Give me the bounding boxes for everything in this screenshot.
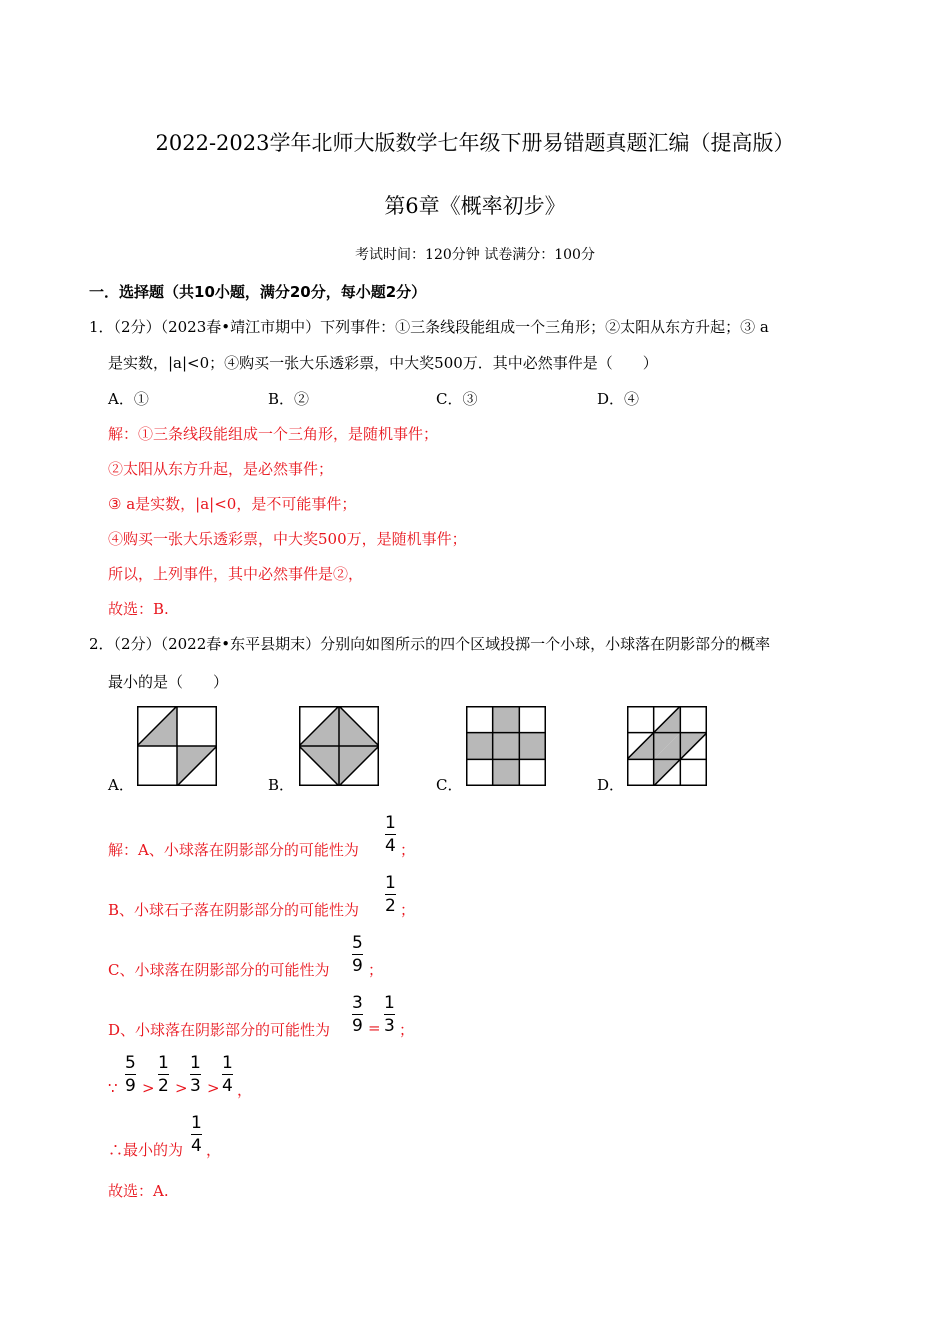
comma: ，	[206, 1141, 222, 1159]
semicolon: ；	[400, 841, 416, 859]
q2-solution-a: 解：A、小球落在阴影部分的可能性为	[108, 841, 359, 859]
fraction: 1 2	[158, 1053, 169, 1096]
q2-option-d: D．	[597, 776, 625, 794]
q2-option-a: A．	[108, 776, 134, 794]
q2-solution-c: C、小球落在阴影部分的可能性为	[108, 961, 330, 979]
q2-solution-b: B、小球石子落在阴影部分的可能性为	[108, 901, 360, 919]
fraction: 1 4	[385, 813, 396, 856]
q2-stem-line1: 2．（2分）（2022春•东平县期末）分别向如图所示的四个区域投掷一个小球，小球落在阴影部分的概率	[89, 635, 771, 653]
fraction: 5 9	[125, 1053, 136, 1096]
q1-solution-line: ④购买一张大乐透彩票，中大奖500万，是随机事件；	[108, 530, 467, 548]
q2-solution-d: D、小球落在阴影部分的可能性为	[108, 1021, 331, 1039]
semicolon: ；	[368, 961, 384, 979]
chapter-title: 第6章《概率初步》	[384, 194, 566, 218]
q1-solution-line: ②太阳从东方升起，是必然事件；	[108, 460, 334, 478]
q1-solution-line: ③ a是实数，|a|<0，是不可能事件；	[108, 495, 357, 513]
fraction: 3 9	[352, 993, 363, 1036]
q1-answer: 故选：B.	[108, 600, 169, 618]
figure-b	[299, 706, 379, 786]
equals-sign: =	[368, 1019, 381, 1037]
q1-option-b: B．②	[268, 390, 310, 408]
fraction: 1 4	[191, 1113, 202, 1156]
q2-stem-line2: 最小的是（ ）	[108, 673, 229, 691]
fraction: 5 9	[352, 933, 363, 976]
figure-d	[627, 706, 707, 786]
greater-than: >	[175, 1079, 188, 1097]
because-symbol: ∵	[108, 1079, 118, 1097]
semicolon: ；	[399, 1021, 415, 1039]
figure-a	[137, 706, 217, 786]
greater-than: >	[142, 1079, 155, 1097]
q1-option-d: D．④	[597, 390, 640, 408]
fraction: 1 3	[190, 1053, 201, 1096]
q1-stem-line2: 是实数，|a|<0；④购买一张大乐透彩票，中大奖500万．其中必然事件是（ ）	[108, 354, 658, 372]
fraction: 1 3	[384, 993, 395, 1036]
section-heading: 一．选择题（共10小题，满分20分，每小题2分）	[89, 283, 427, 301]
q2-option-c: C．	[436, 776, 463, 794]
semicolon: ；	[400, 901, 416, 919]
fraction: 1 2	[385, 873, 396, 916]
therefore-line: ∴最小的为	[108, 1141, 184, 1159]
q1-solution-line: 所以，上列事件，其中必然事件是②，	[108, 565, 364, 583]
q2-answer: 故选：A.	[108, 1182, 169, 1200]
q1-option-a: A．①	[108, 390, 149, 408]
q2-option-b: B．	[268, 776, 295, 794]
document-title: 2022-2023学年北师大版数学七年级下册易错题真题汇编（提高版）	[155, 131, 795, 155]
q1-solution-line: 解：①三条线段能组成一个三角形，是随机事件；	[108, 425, 439, 443]
fraction: 1 4	[222, 1053, 233, 1096]
comma: ，	[237, 1081, 253, 1099]
exam-info: 考试时间：120分钟 试卷满分：100分	[355, 247, 595, 263]
figure-c	[466, 706, 546, 786]
q1-stem-line1: 1．（2分）（2023春•靖江市期中）下列事件：①三条线段能组成一个三角形；②太阳从东方升起；③ a	[89, 318, 769, 336]
greater-than: >	[207, 1079, 220, 1097]
q1-option-c: C．③	[436, 390, 478, 408]
